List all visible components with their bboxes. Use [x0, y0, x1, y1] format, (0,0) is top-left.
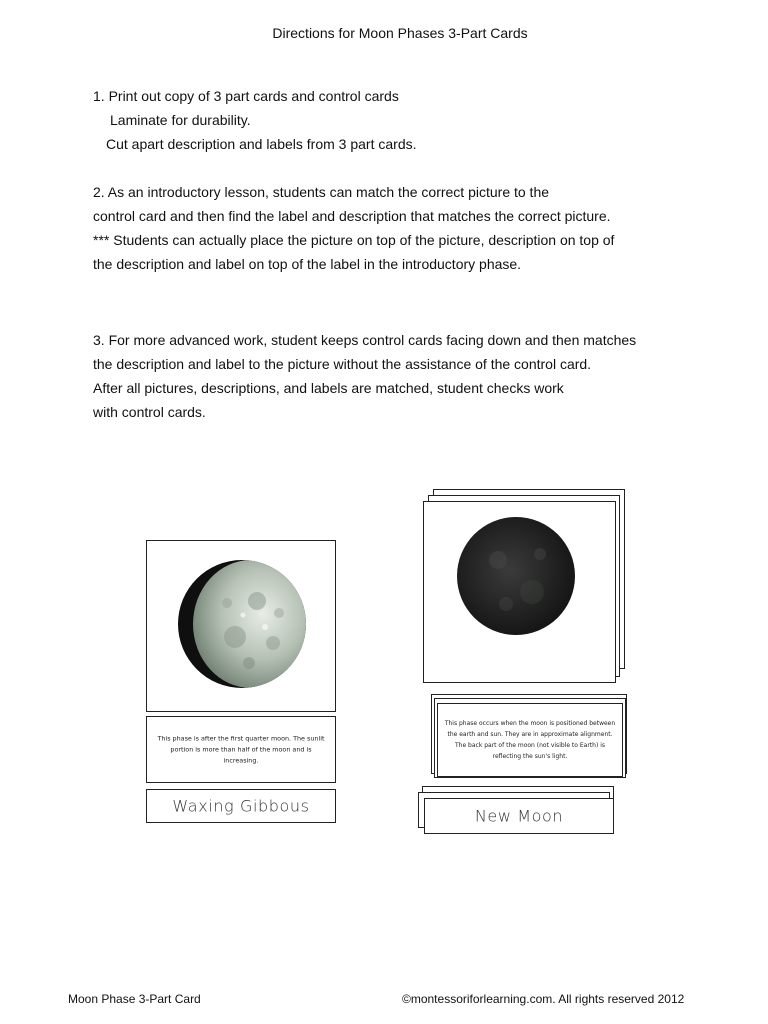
new-moon-description-stack	[431, 694, 627, 779]
step-1-instructions	[93, 84, 733, 156]
step-3-line: with control cards.	[93, 404, 206, 420]
new-moon-label: New Moon	[474, 806, 564, 826]
step-3-line: After all pictures, descriptions, and labels are matched, student checks work	[93, 380, 564, 396]
new-moon-image	[424, 502, 615, 682]
new-moon-label-stack	[418, 786, 614, 836]
footer-copyright: ©montessoriforlearning.com. All rights reserved 2012	[402, 992, 685, 1006]
new-moon-label-card	[424, 798, 614, 834]
waxing-gibbous-picture-card	[146, 540, 336, 712]
new-moon-picture-stack	[423, 489, 625, 683]
step-1-line: 1. Print out copy of 3 part cards and control cards	[93, 88, 399, 104]
waxing-gibbous-description-card	[146, 716, 336, 783]
step-2-line: the description and label on top of the label in the introductory phase.	[93, 256, 522, 272]
new-moon-description-card	[437, 703, 623, 777]
step-1-line: Laminate for durability.	[110, 112, 251, 128]
new-moon-picture-card	[423, 501, 616, 683]
waxing-gibbous-moon-image	[147, 541, 335, 711]
waxing-gibbous-label: Waxing Gibbous	[172, 796, 310, 816]
step-3-instructions	[93, 328, 733, 424]
waxing-gibbous-description: This phase is after the first quarter moon. The sunlit portion is more than half of the moon and is increasing.	[157, 734, 325, 764]
step-2-line: control card and then find the label and description that matches the correct picture.	[93, 208, 611, 224]
step-2-line: 2. As an introductory lesson, students can match the correct picture to the	[93, 184, 550, 200]
new-moon-description: This phase occurs when the moon is positioned between the earth and sun. They are in approximate alignment. The back part of the moon (not visible to Earth) is reflecting the sun's light.	[444, 720, 616, 760]
step-3-line: 3. For more advanced work, student keeps control cards facing down and then matches	[93, 332, 637, 348]
page-title: Directions for Moon Phases 3-Part Cards	[272, 25, 528, 41]
step-1-line: Cut apart description and labels from 3 part cards.	[106, 136, 417, 152]
step-3-line: the description and label to the picture without the assistance of the control card.	[93, 356, 592, 372]
waxing-gibbous-label-card	[146, 789, 336, 823]
step-2-instructions	[93, 180, 733, 276]
step-2-line: *** Students can actually place the picture on top of the picture, description on top of	[93, 232, 615, 248]
footer-left-text: Moon Phase 3-Part Card	[68, 992, 201, 1006]
